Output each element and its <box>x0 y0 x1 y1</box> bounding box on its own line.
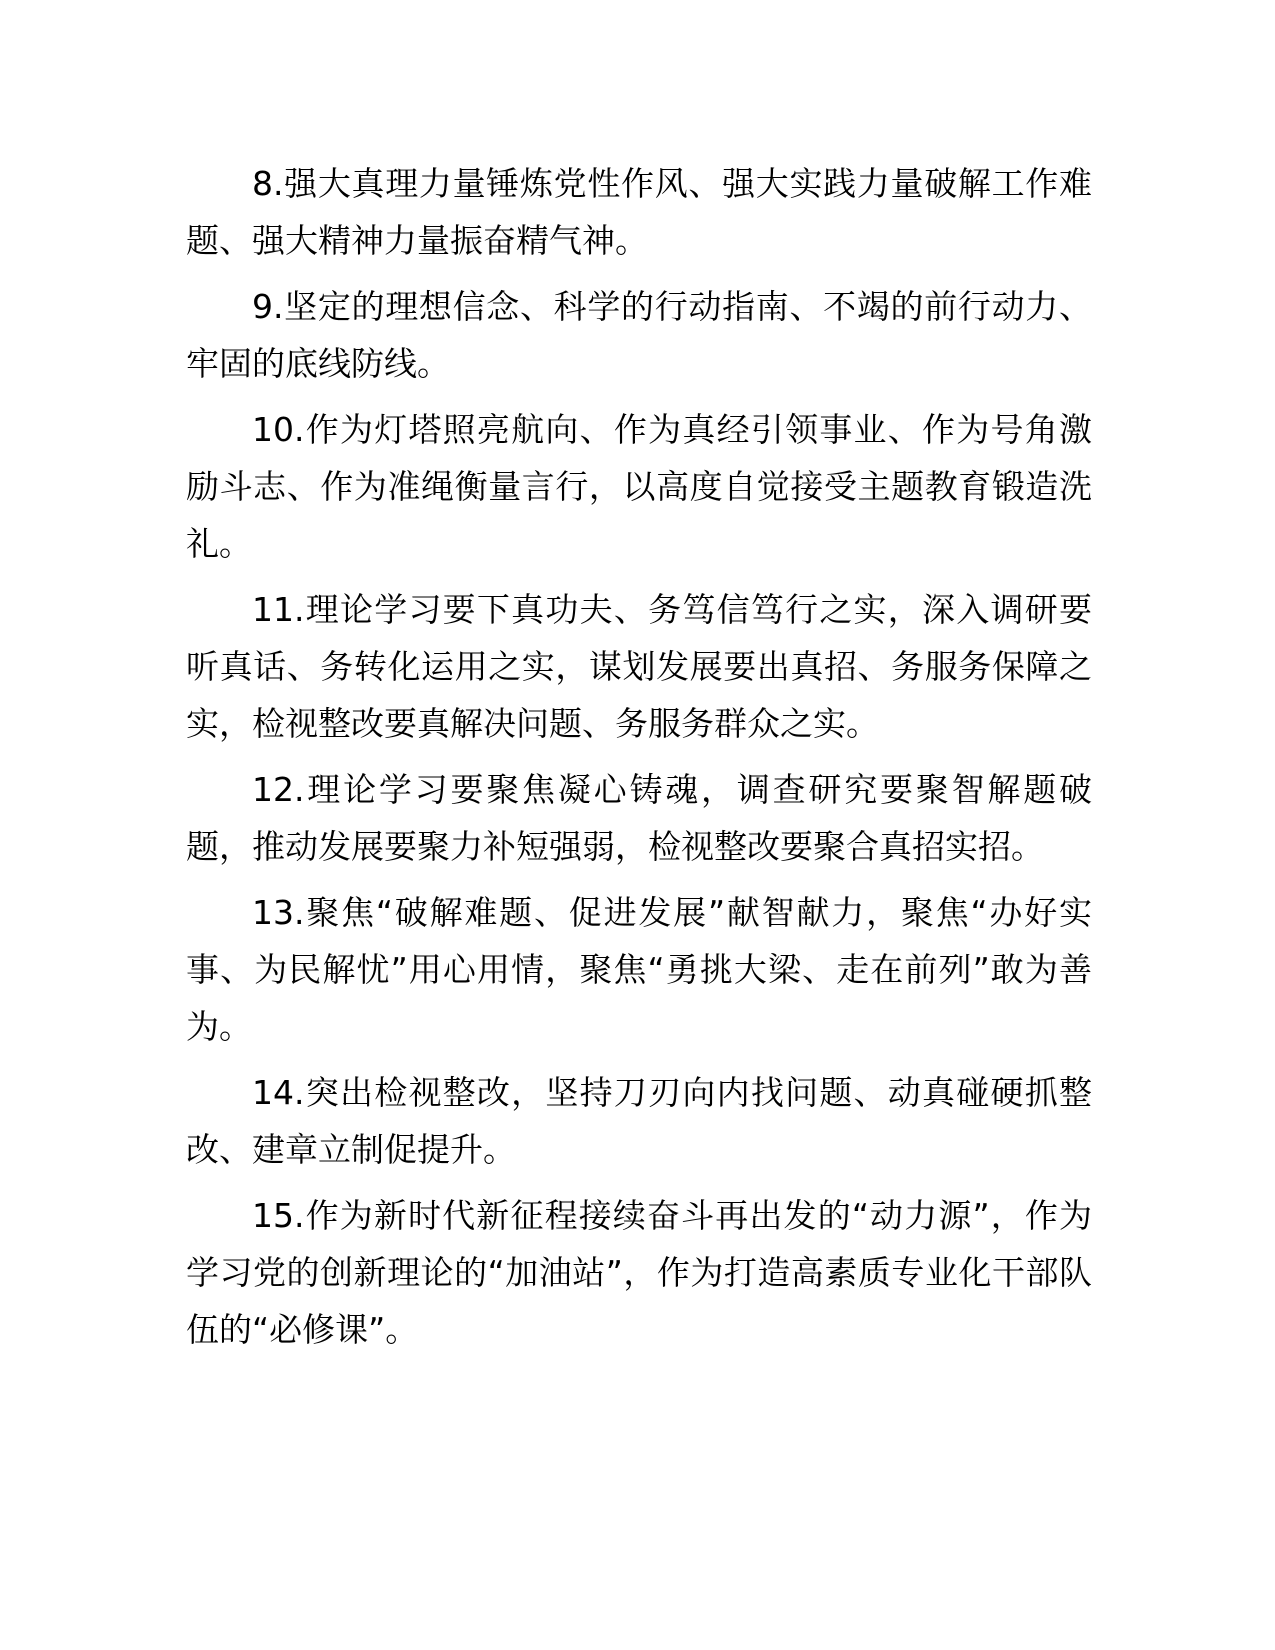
paragraph-15: 15.作为新时代新征程接续奋斗再出发的“动力源”，作为学习党的创新理论的“加油站”，作为打造高素质专业化干部队伍的“必修课”。 <box>186 1196 1092 1349</box>
paragraph-14: 14.突出检视整改，坚持刀刃向内找问题、动真碰硬抓整改、建章立制促提升。 <box>186 1073 1092 1169</box>
paragraph-12: 12.理论学习要聚焦凝心铸魂，调查研究要聚智解题破题，推动发展要聚力补短强弱，检视整改要聚合真招实招。 <box>186 770 1092 866</box>
paragraph-13: 13.聚焦“破解难题、促进发展”献智献力，聚焦“办好实事、为民解忧”用心用情，聚焦“勇挑大梁、走在前列”敢为善为。 <box>186 893 1092 1046</box>
paragraph-10: 10.作为灯塔照亮航向、作为真经引领事业、作为号角激励斗志、作为准绳衡量言行，以高度自觉接受主题教育锻造洗礼。 <box>186 410 1092 563</box>
paragraph-9: 9.坚定的理想信念、科学的行动指南、不竭的前行动力、牢固的底线防线。 <box>186 287 1092 383</box>
paragraph-11: 11.理论学习要下真功夫、务笃信笃行之实，深入调研要听真话、务转化运用之实，谋划发展要出真招、务服务保障之实，检视整改要真解决问题、务服务群众之实。 <box>186 590 1092 743</box>
document-body <box>186 155 1092 1367</box>
paragraph-8: 8.强大真理力量锤炼党性作风、强大实践力量破解工作难题、强大精神力量振奋精气神。 <box>186 164 1092 260</box>
